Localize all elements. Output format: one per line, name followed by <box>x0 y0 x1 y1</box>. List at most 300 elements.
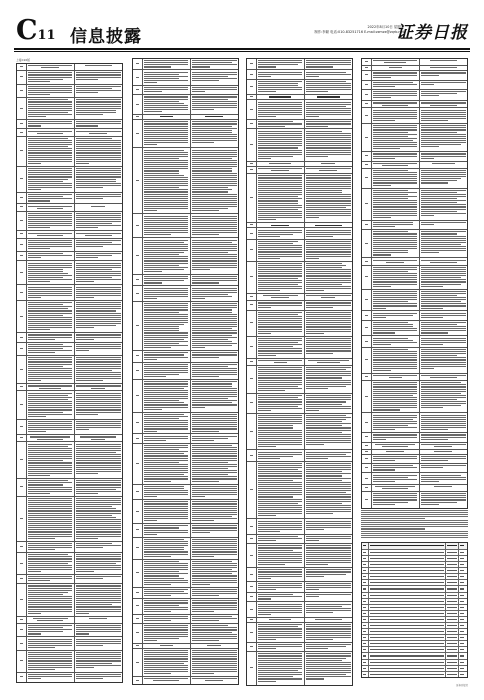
text-line <box>192 347 206 348</box>
text-line <box>306 540 320 541</box>
text-line <box>28 493 50 494</box>
text-line <box>306 147 351 148</box>
revised-clause <box>420 266 468 289</box>
text-line <box>76 480 121 481</box>
original-clause <box>257 70 305 78</box>
text-line <box>144 189 188 190</box>
summary-item <box>369 641 446 646</box>
text-line <box>306 382 351 383</box>
text-line <box>258 585 302 586</box>
text-line <box>306 644 351 645</box>
text-line <box>258 133 302 134</box>
text-line <box>258 653 302 654</box>
text-line <box>76 323 121 324</box>
text-line <box>76 325 117 326</box>
text-line <box>421 401 466 402</box>
text-line <box>373 222 413 223</box>
original-clause <box>27 98 75 119</box>
revised-clause <box>75 193 123 203</box>
revised-clause <box>75 617 123 623</box>
original-clause <box>372 266 420 289</box>
text-line <box>192 309 233 310</box>
original-clause <box>143 380 191 411</box>
summary-item <box>369 647 446 652</box>
text-line <box>306 104 351 105</box>
row-index-mark <box>136 293 139 294</box>
table-row <box>17 204 122 211</box>
text-line <box>258 410 271 411</box>
text-line <box>269 163 291 164</box>
table-row <box>133 524 238 538</box>
text-line <box>192 671 237 672</box>
text-line <box>258 399 302 400</box>
text-line <box>192 460 237 461</box>
row-index-mark <box>20 426 23 427</box>
original-clause <box>143 238 191 274</box>
text-line <box>28 106 72 107</box>
text-line <box>192 337 237 338</box>
text-line <box>144 121 188 122</box>
text-line <box>76 170 121 171</box>
text-line <box>373 158 395 159</box>
text-line <box>306 213 351 214</box>
text-line <box>28 423 72 424</box>
text-line <box>373 144 417 145</box>
text-line <box>76 590 121 591</box>
original-clause <box>372 108 420 123</box>
revised-clause <box>191 538 239 559</box>
text-line <box>76 407 121 408</box>
text-line <box>308 360 349 361</box>
text-line <box>28 487 72 488</box>
text-line <box>258 395 302 396</box>
text-line <box>258 648 276 649</box>
row-index-mark <box>136 511 139 512</box>
text-line <box>373 192 417 193</box>
text-line <box>76 357 121 358</box>
original-clause <box>27 553 75 574</box>
text-line <box>421 238 466 239</box>
summary-flag <box>459 672 467 677</box>
row-number <box>247 174 257 222</box>
summary-flag <box>459 593 467 598</box>
text-line <box>28 112 68 113</box>
table-row <box>247 535 352 544</box>
table-row <box>362 169 467 189</box>
text-line <box>306 471 342 472</box>
row-index-mark <box>365 103 368 104</box>
text-line <box>373 120 395 121</box>
text-line <box>258 329 302 330</box>
text-line <box>76 482 121 483</box>
text-line <box>144 545 188 546</box>
text-line <box>192 440 215 441</box>
row-number <box>362 450 372 454</box>
text-line <box>306 653 351 654</box>
text-line <box>421 332 448 333</box>
revised-clause <box>305 129 353 160</box>
revised-clause <box>420 450 468 454</box>
text-line <box>28 74 72 75</box>
row-number <box>362 266 372 289</box>
text-line <box>306 344 351 345</box>
text-line <box>28 359 72 360</box>
text-line <box>258 662 302 663</box>
original-clause <box>27 442 75 478</box>
text-line <box>306 265 347 266</box>
text-line <box>421 355 457 356</box>
text-line <box>306 499 351 500</box>
text-line <box>258 367 302 368</box>
revised-clause <box>420 101 468 107</box>
text-line <box>192 244 237 245</box>
original-clause <box>143 115 191 119</box>
text-line <box>192 481 219 482</box>
text-line <box>28 656 72 657</box>
row-number <box>133 286 143 301</box>
text-line <box>192 341 233 342</box>
text-line <box>258 106 302 107</box>
text-line <box>144 222 188 223</box>
text-line <box>373 125 417 126</box>
text-line <box>258 501 302 502</box>
text-line <box>306 141 351 142</box>
text-line <box>373 174 417 175</box>
original-clause <box>372 450 420 454</box>
text-line <box>28 414 72 415</box>
row-number <box>17 85 27 98</box>
text-line <box>258 114 302 115</box>
text-line <box>192 386 233 387</box>
text-line <box>258 612 302 613</box>
text-line <box>373 382 417 383</box>
text-line <box>144 354 184 355</box>
row-index-mark <box>20 546 23 547</box>
table-row <box>362 71 467 80</box>
original-clause <box>372 443 420 449</box>
row-index-mark <box>20 272 23 273</box>
text-line <box>258 382 302 383</box>
text-line <box>258 205 302 206</box>
original-clause <box>257 129 305 160</box>
text-line <box>192 185 237 186</box>
text-line <box>373 242 417 243</box>
text-line <box>373 481 395 482</box>
revised-clause <box>75 584 123 615</box>
row-index-mark <box>20 206 23 207</box>
text-line <box>382 446 408 447</box>
text-line <box>258 346 293 347</box>
text-line <box>421 142 466 143</box>
summary-index <box>362 568 369 573</box>
text-line <box>192 256 237 257</box>
text-line <box>144 210 157 211</box>
text-line <box>258 475 302 476</box>
row-number <box>133 649 143 676</box>
row-number <box>17 231 27 237</box>
text-line <box>76 213 121 214</box>
text-line <box>28 125 41 126</box>
text-line <box>144 345 188 346</box>
text-line <box>306 509 351 510</box>
text-line <box>192 627 237 628</box>
original-clause <box>372 455 420 463</box>
text-line <box>306 89 351 90</box>
row-number <box>17 479 27 496</box>
summary-value <box>446 550 459 555</box>
row-index-mark <box>250 455 253 456</box>
text-line <box>306 562 351 563</box>
text-line <box>76 287 121 288</box>
text-line <box>192 130 233 131</box>
text-line <box>306 569 351 570</box>
text-line <box>306 249 351 250</box>
text-line <box>421 178 462 179</box>
text-line <box>258 633 302 634</box>
text-line <box>28 590 72 591</box>
text-line <box>28 571 41 572</box>
text-line <box>192 328 233 329</box>
text-line <box>421 427 466 428</box>
revised-clause <box>75 301 123 332</box>
text-line <box>144 447 188 448</box>
text-line <box>192 66 210 67</box>
text-line <box>306 571 351 572</box>
text-line <box>373 497 417 498</box>
text-line <box>373 226 395 227</box>
table-row <box>362 258 467 265</box>
text-line <box>306 415 347 416</box>
text-line <box>144 527 179 528</box>
text-line <box>315 619 342 620</box>
revised-clause <box>191 560 239 587</box>
text-line <box>89 618 107 619</box>
text-line <box>258 576 302 577</box>
text-line <box>28 339 54 340</box>
text-line <box>76 183 121 184</box>
table-row <box>247 301 352 310</box>
text-line <box>144 62 188 63</box>
text-line <box>192 394 237 395</box>
original-clause <box>143 560 191 587</box>
text-line <box>76 596 121 597</box>
text-line <box>192 490 237 491</box>
summary-index <box>362 647 369 652</box>
text-line <box>144 152 188 153</box>
text-line <box>421 421 466 422</box>
table-row <box>17 212 122 232</box>
text-line <box>421 129 466 130</box>
text-line <box>192 312 233 313</box>
text-line <box>306 254 351 255</box>
text-line <box>421 127 466 128</box>
text-line <box>28 523 72 524</box>
text-line <box>76 269 112 270</box>
text-line <box>205 116 223 117</box>
revised-clause <box>305 643 353 651</box>
text-line <box>430 262 457 263</box>
text-line <box>306 608 351 609</box>
text-line <box>421 196 466 197</box>
table-row <box>17 391 122 419</box>
original-clause <box>27 120 75 128</box>
text-line <box>192 418 237 419</box>
text-line <box>160 645 173 646</box>
text-line <box>306 604 351 605</box>
text-line <box>144 490 188 491</box>
revised-clause <box>75 239 123 252</box>
text-line <box>258 610 302 611</box>
text-line <box>192 658 237 659</box>
revised-clause <box>420 485 468 491</box>
text-line <box>76 409 121 410</box>
text-line <box>192 573 233 574</box>
text-line <box>306 137 351 138</box>
text-line <box>28 364 72 365</box>
summary-flag <box>459 653 467 658</box>
text-line <box>258 419 302 420</box>
text-line <box>306 478 351 479</box>
text-line <box>306 81 347 82</box>
text-line <box>144 234 170 235</box>
row-index-mark <box>250 163 253 164</box>
original-clause <box>257 652 305 684</box>
text-line <box>373 238 417 239</box>
text-line <box>91 439 105 440</box>
text-line <box>28 289 72 290</box>
text-line <box>306 108 351 109</box>
row-number <box>17 497 27 541</box>
text-line <box>30 436 70 437</box>
text-line <box>144 539 184 540</box>
row-index-mark <box>136 632 139 633</box>
text-line <box>144 318 188 319</box>
text-line <box>28 521 72 522</box>
text-line <box>421 389 466 390</box>
text-line <box>306 672 351 673</box>
text-line <box>28 448 72 449</box>
revised-clause <box>75 420 123 435</box>
text-line <box>361 531 468 532</box>
revised-clause <box>191 148 239 213</box>
row-number <box>17 617 27 623</box>
text-line <box>421 415 466 416</box>
text-line <box>373 423 417 424</box>
row-number <box>17 442 27 478</box>
text-line <box>76 534 121 535</box>
row-index-mark <box>136 438 139 439</box>
table-row <box>247 359 352 366</box>
text-line <box>306 496 351 497</box>
text-line <box>28 489 72 490</box>
summary-value <box>446 611 459 616</box>
revised-clause <box>75 64 123 70</box>
text-line <box>421 136 466 137</box>
text-line <box>258 552 302 553</box>
row-number <box>247 359 257 365</box>
text-line <box>421 132 457 133</box>
text-line <box>28 543 72 544</box>
table-row <box>17 542 122 553</box>
text-line <box>306 612 333 613</box>
text-line <box>76 348 121 349</box>
text-line <box>192 265 237 266</box>
text-line <box>28 233 72 234</box>
text-line <box>192 447 237 448</box>
row-index-mark <box>20 108 23 109</box>
text-line <box>76 187 103 188</box>
text-line <box>258 258 280 259</box>
text-line <box>258 213 302 214</box>
text-line <box>421 315 466 316</box>
text-line <box>306 217 320 218</box>
original-clause <box>257 414 305 450</box>
text-line <box>28 271 63 272</box>
text-line <box>144 665 188 666</box>
text-line <box>430 105 457 106</box>
text-line <box>421 351 466 352</box>
text-line <box>421 82 466 83</box>
text-line <box>258 604 302 605</box>
text-line <box>28 185 72 186</box>
text-line <box>144 404 188 405</box>
text-line <box>28 556 72 557</box>
text-line <box>258 344 302 345</box>
text-line <box>373 315 413 316</box>
text-line <box>258 188 302 189</box>
text-line <box>28 101 72 102</box>
text-line <box>28 225 72 226</box>
text-line <box>76 491 121 492</box>
text-line <box>144 616 188 617</box>
text-line <box>76 565 121 566</box>
text-line <box>28 491 72 492</box>
summary-item <box>369 653 446 658</box>
text-line <box>76 602 121 603</box>
row-number <box>247 337 257 358</box>
row-index-mark <box>136 680 139 681</box>
text-line <box>76 317 121 318</box>
text-line <box>28 172 72 173</box>
text-line <box>28 594 63 595</box>
row-number <box>362 443 372 449</box>
row-number <box>247 623 257 642</box>
text-line <box>258 247 302 248</box>
table-row <box>247 294 352 301</box>
text-line <box>373 172 417 173</box>
text-line <box>258 523 302 524</box>
text-line <box>306 397 351 398</box>
text-line <box>144 89 188 90</box>
revised-clause <box>305 337 353 358</box>
text-line <box>76 627 121 628</box>
text-line <box>306 367 351 368</box>
text-line <box>258 452 302 453</box>
text-line <box>306 247 351 248</box>
text-line <box>382 165 408 166</box>
text-line <box>306 194 351 195</box>
text-line <box>421 271 466 272</box>
text-line <box>421 248 466 249</box>
text-line <box>258 480 293 481</box>
row-index-mark <box>136 529 139 530</box>
text-line <box>258 388 302 389</box>
text-line <box>306 606 342 607</box>
text-line <box>192 64 237 65</box>
row-index-mark <box>365 422 368 423</box>
text-line <box>258 436 302 437</box>
text-line <box>258 271 302 272</box>
